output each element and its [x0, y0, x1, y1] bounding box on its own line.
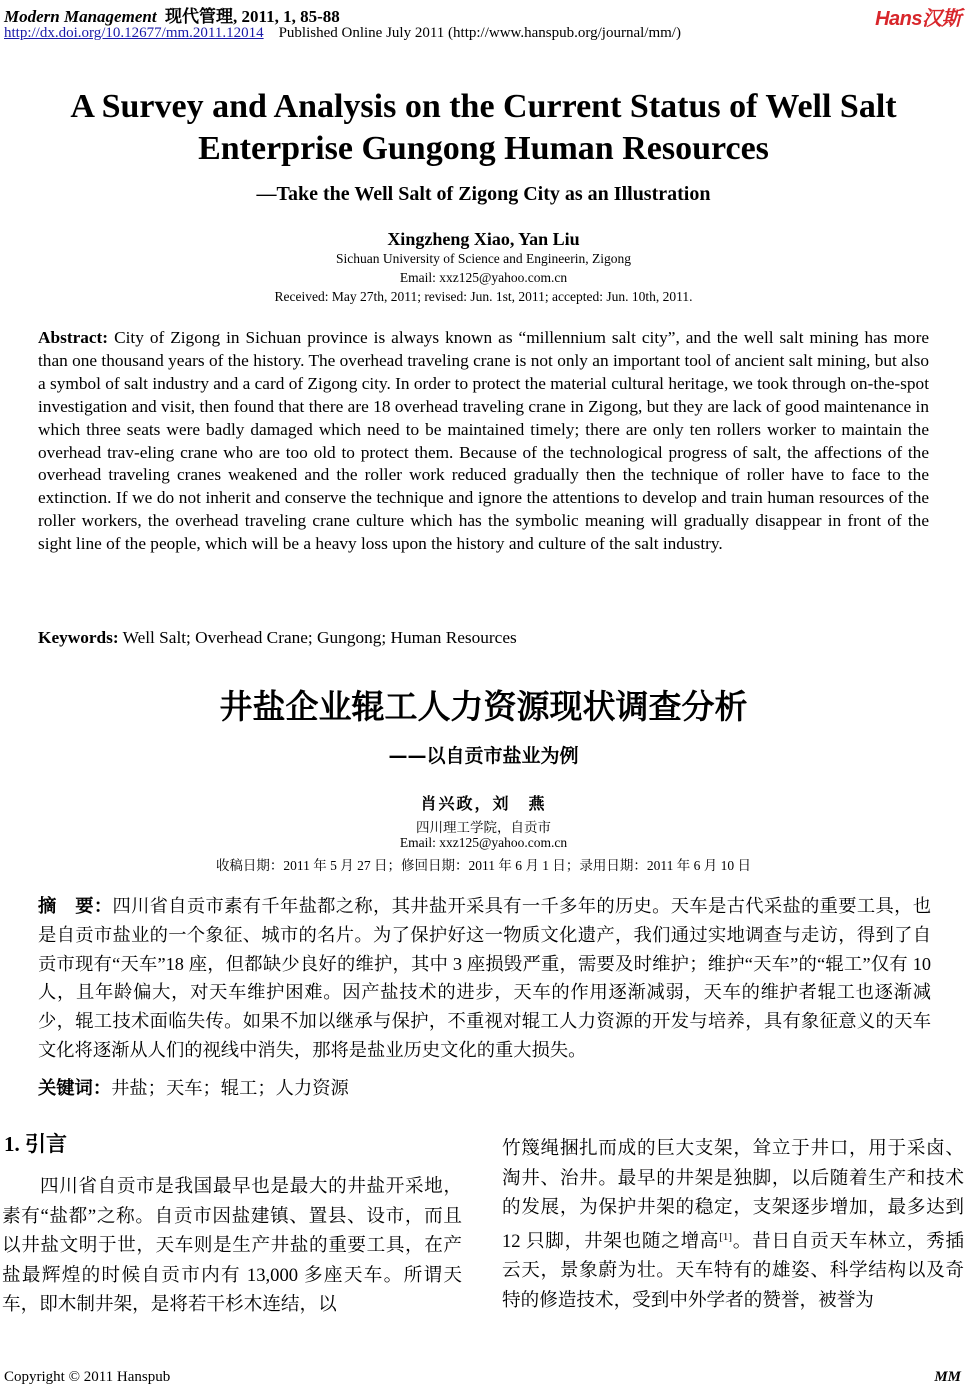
- doi-link[interactable]: http://dx.doi.org/10.12677/mm.2011.12014: [4, 25, 264, 41]
- email: Email: xxz125@yahoo.com.cn: [399, 270, 568, 285]
- citation-ref[interactable]: [1]: [719, 1230, 733, 1243]
- keywords-text: Well Salt; Overhead Crane; Gungong; Human Resources: [122, 628, 517, 647]
- keywords-label: Keywords:: [38, 628, 119, 647]
- published-info: Published Online July 2011 (http://www.hanspub.org/journal/mm/): [278, 25, 681, 41]
- keywords: [38, 627, 929, 650]
- affiliation: Sichuan University of Science and Engineerin, Zigong: [335, 251, 632, 266]
- cn-email: Email: xxz125@yahoo.com.cn: [399, 835, 568, 850]
- cn-keywords-text: 井盐；天车；辊工；人力资源: [111, 1078, 349, 1098]
- abstract-text: City of Zigong in Sichuan province is always known as “millennium salt city”, and the well salt mining has more than one thousand years of the history. The overhead traveling crane is not only an important tool of ancient salt mining, but also a symbol of salt industry and a card of Zigong city. In order to protect the material cultural heritage, we took through on-the-spot investigation and visit, then found that there are 18 overhead traveling crane in Zigong, but they are lack of good maintenance in which three seats were badly damaged which need to be maintained timely; there are only ten rollers worker to maintain the overhead trav-eling crane who are too old to protect them. Because of the technological progress of salt, the affections of the overhead traveling cranes weakened and the roller work reduced gradually then the technique of roller have to face to the extinction. If we do not inherit and conserve the technique and ignore the attentions to develop and train human resources of the roller workers, the overhead traveling crane culture which has the symbolic meaning will gradually disappear in front of the sight line of the people, which will be a heavy loss upon the history and culture of the salt industry.: [38, 328, 930, 554]
- doi-line: [4, 25, 681, 42]
- journal-abbr: MM: [934, 1369, 961, 1385]
- journal-issue: 现代管理, 2011, 1, 85-88: [165, 7, 340, 26]
- cn-title: 井盐企业辊工人力资源现状调查分析: [219, 687, 748, 726]
- journal-header: [4, 2, 340, 27]
- journal-name: Modern Management: [4, 7, 157, 26]
- body-text: 竹篾绳捆扎而成的巨大支架，耸立于井口，用于采卤、淘井、治井。最早的井架是独脚，以后随着生产和技术的发展，为保护井架的稳定，支架逐步增加，最多达到 12 只脚，井架也随之增高: [502, 1138, 964, 1252]
- body-left-column: 四川省自贡市是我国最早也是最大的井盐开采地，素有“盐都”之称。自贡市因盐建镇、置县、设市，而且以井盐文明于世，天车则是生产井盐的重要工具，在产盐最辉煌的时候自贡市内有 13,000 多座天车。所谓天车，即木制井架，是将若干杉木连结，以: [2, 1176, 462, 1315]
- body-text: 。昔日自贡天车林立，秀插云天，景象蔚为壮。天车特有的雄姿、科学结构以及奇特的修造技术，受到中外学者的赞誉，被誉为: [502, 1230, 964, 1311]
- cn-dates: 收稿日期：2011 年 5 月 27 日；修回日期：2011 年 6 月 1 日；录用日期：2011 年 6 月 10 日: [215, 858, 752, 873]
- body-right-column: [502, 1134, 964, 1315]
- cn-abstract: [38, 892, 931, 1065]
- cn-abstract-text: 四川省自贡市素有千年盐都之称，其井盐开采具有一千多年的历史。天车是古代采盐的重要工具，也是自贡市盐业的一个象征、城市的名片。为了保护好这一物质文化遗产，我们通过实地调查与走访，得到了自贡市现有“天车”18 座，但都缺少良好的维护，其中 3 座损毁严重，需要及时维护；维护“天车”的“辊工”仅有 10 人，且年龄偏大，对天车维护困难。因产盐技术的进步，天车的作用逐渐减弱，天车的维护者辊工也逐渐减少，辊工技术面临失传。如果不加以继承与保护，不重视对辊工人力资源的开发与培养，具有象征意义的天车文化将逐渐从人们的视线中消失，那将是盐业历史文化的重大损失。: [38, 896, 932, 1060]
- authors: Xingzheng Xiao, Yan Liu: [387, 229, 580, 249]
- abstract-label: Abstract:: [38, 328, 109, 347]
- cn-keywords: [38, 1074, 931, 1103]
- hans-logo: Hans汉斯: [875, 8, 961, 30]
- section-heading: 1. 引言: [4, 1132, 67, 1156]
- cn-authors: 肖兴政，刘 燕: [420, 796, 547, 813]
- cn-affiliation: 四川理工学院，自贡市: [416, 820, 551, 835]
- cn-subtitle: ——以自贡市盐业为例: [388, 745, 579, 767]
- paper-subtitle: —Take the Well Salt of Zigong City as an Illustration: [256, 183, 711, 205]
- dates: Received: May 27th, 2011; revised: Jun. 1st, 2011; accepted: Jun. 10th, 2011.: [274, 289, 693, 304]
- copyright: Copyright © 2011 Hanspub: [4, 1369, 171, 1385]
- cn-keywords-label: 关键词：: [38, 1078, 112, 1098]
- cn-abstract-label: 摘 要：: [38, 896, 113, 916]
- paper-title: A Survey and Analysis on the Current Status of Well Salt Enterprise Gungong Human Resources: [70, 88, 897, 167]
- abstract: [38, 327, 929, 556]
